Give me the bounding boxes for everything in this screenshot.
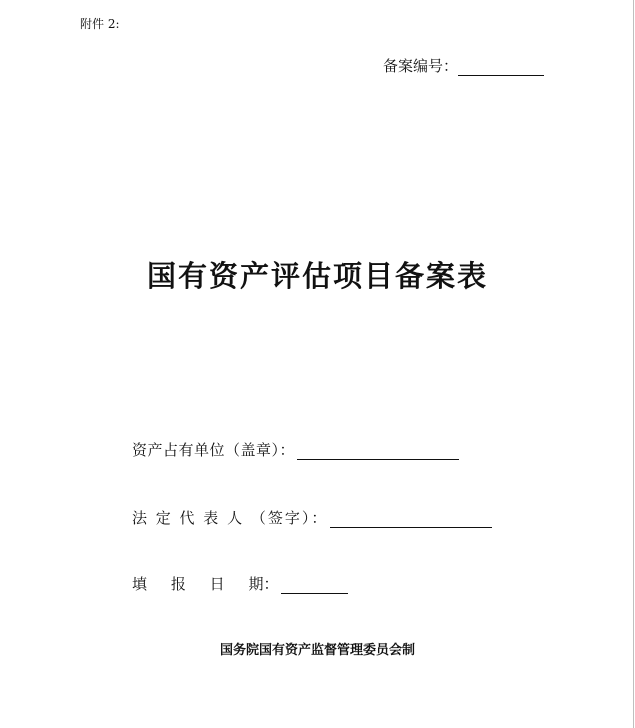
filing-date-row bbox=[132, 574, 348, 594]
attachment-label: 附件 2: bbox=[80, 17, 120, 31]
legal-representative-row bbox=[132, 508, 492, 528]
asset-holder-label: 资产占有单位（盖章）： bbox=[132, 441, 296, 459]
filing-date-field[interactable] bbox=[281, 578, 348, 594]
asset-holder-row bbox=[132, 440, 459, 460]
filing-number-field[interactable] bbox=[458, 60, 544, 76]
filing-number-label: 备案编号： bbox=[383, 57, 459, 75]
legal-representative-field[interactable] bbox=[330, 512, 492, 528]
legal-representative-label: 法 定 代 表 人 （签字）： bbox=[132, 509, 329, 527]
page-right-border bbox=[633, 0, 634, 728]
asset-holder-field[interactable] bbox=[297, 444, 459, 460]
filing-number-row bbox=[383, 56, 544, 76]
document-title: 国有资产评估项目备案表 bbox=[146, 259, 488, 293]
filing-date-label: 填 报 日 期： bbox=[132, 575, 279, 593]
issuer-footer: 国务院国有资产监督管理委员会制 bbox=[219, 643, 415, 658]
